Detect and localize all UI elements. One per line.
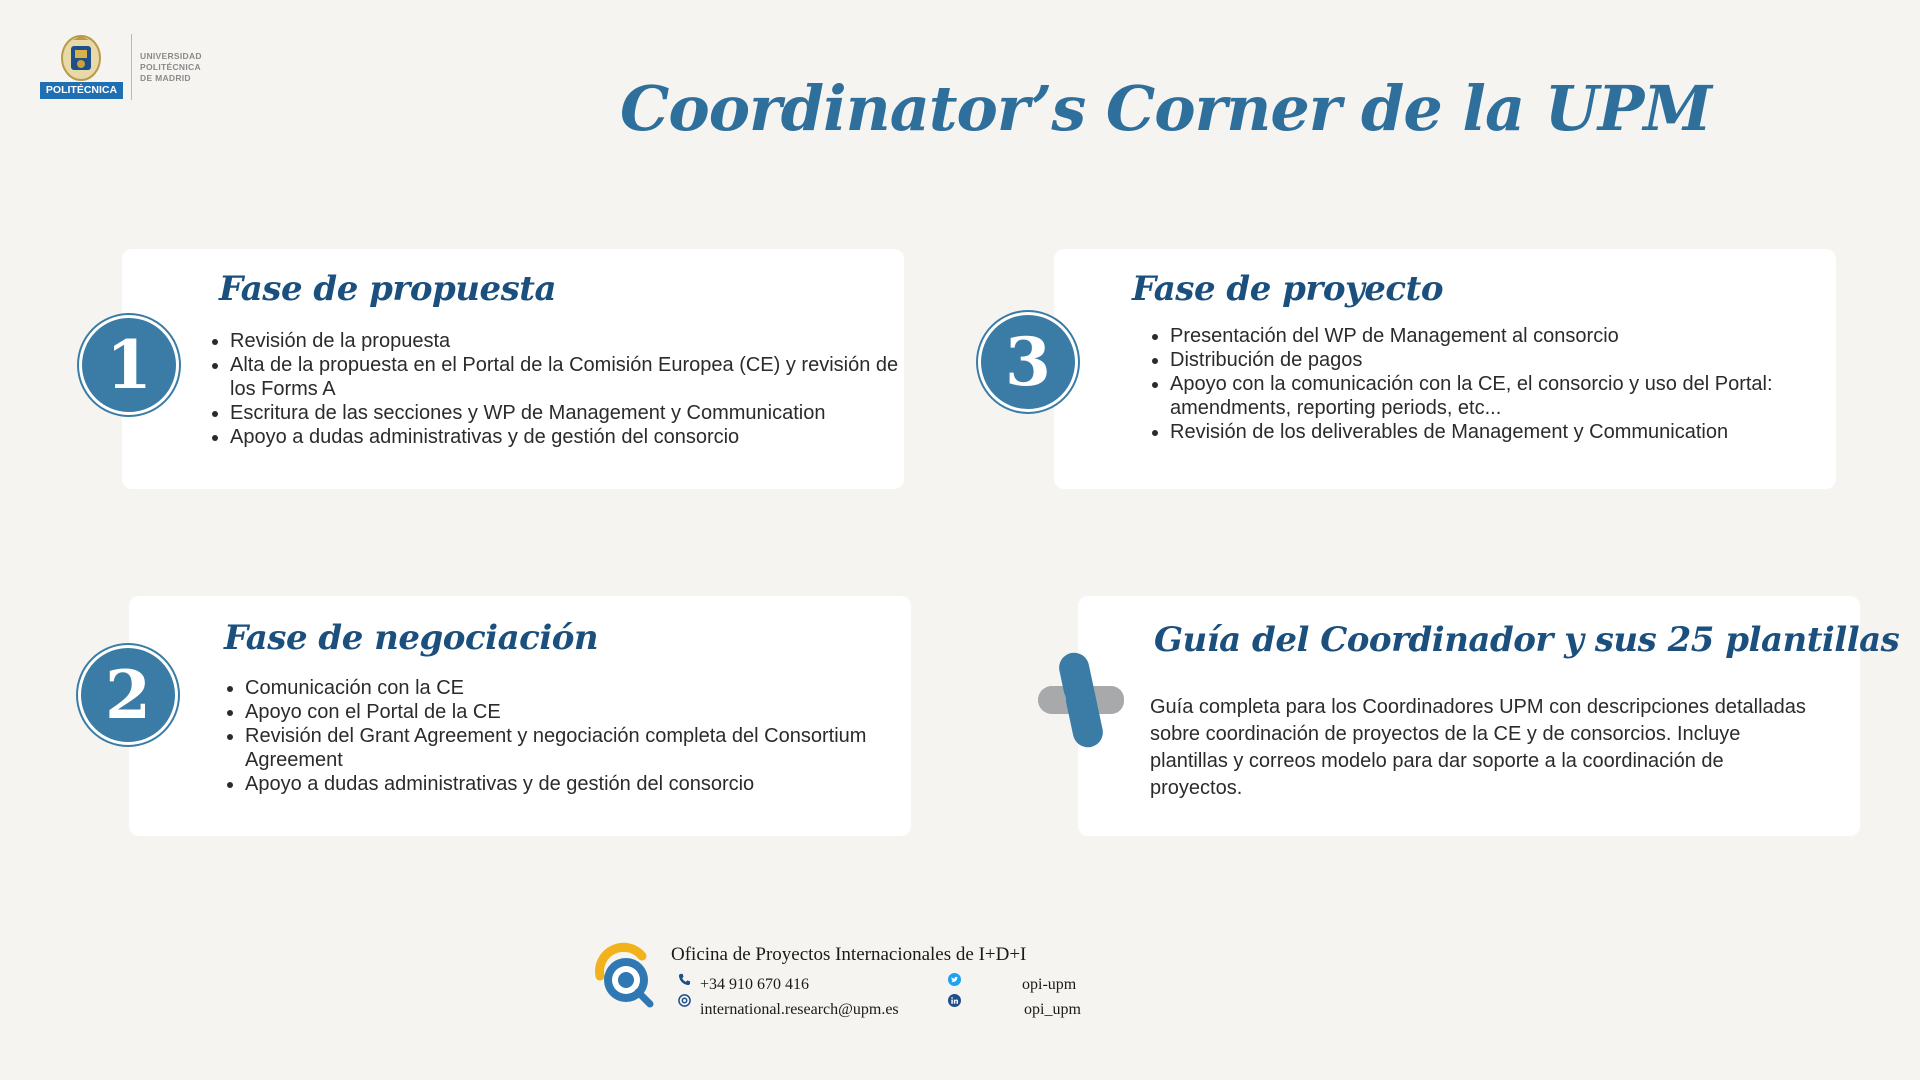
list-item: • Apoyo a dudas administrativas y de gestión del consorcio bbox=[245, 772, 925, 796]
card-bullet-list bbox=[223, 676, 925, 796]
guide-cross-icon bbox=[1035, 650, 1127, 750]
card-title: Fase de proyecto bbox=[1132, 269, 1443, 309]
logo-divider bbox=[131, 34, 132, 100]
list-item: • Alta de la propuesta en el Portal de la Comisión Europea (CE) y revisión de los Forms A bbox=[230, 353, 910, 401]
card-title: Fase de negociación bbox=[224, 618, 599, 658]
list-item: • Apoyo con la comunicación con la CE, el consorcio y uso del Portal: amendments, reporting periods, etc... bbox=[1170, 372, 1840, 420]
phone-icon bbox=[678, 973, 691, 986]
step-number: 2 bbox=[105, 656, 151, 734]
opi-logo-icon bbox=[590, 942, 658, 1010]
list-item: • Presentación del WP de Management al consorcio bbox=[1170, 324, 1840, 348]
page-title: Coordinator’s Corner de la UPM bbox=[620, 72, 1712, 145]
step-number-badge bbox=[78, 645, 178, 745]
university-name bbox=[140, 51, 202, 84]
step-number-badge bbox=[978, 312, 1078, 412]
card-fase-proyecto bbox=[1054, 249, 1836, 489]
card-title: Guía del Coordinador y sus 25 plantillas bbox=[1154, 620, 1900, 660]
university-name-line: POLITÉCNICA bbox=[140, 62, 201, 72]
card-fase-negociacion bbox=[129, 596, 911, 836]
twitter-icon bbox=[948, 973, 961, 986]
linkedin-icon bbox=[948, 994, 961, 1007]
step-number: 3 bbox=[1005, 323, 1051, 401]
card-guia-coordinador bbox=[1078, 596, 1900, 836]
contact-email[interactable]: international.research@upm.es bbox=[700, 1001, 899, 1018]
card-bullet-list bbox=[1148, 324, 1840, 444]
list-item: • Escritura de las secciones y WP de Management y Communication bbox=[230, 401, 910, 425]
email-icon bbox=[678, 994, 691, 1007]
university-name-line: DE MADRID bbox=[140, 73, 191, 83]
crest-icon bbox=[60, 34, 102, 84]
list-item: • Apoyo a dudas administrativas y de gestión del consorcio bbox=[230, 425, 910, 449]
twitter-handle[interactable]: opi-upm bbox=[1022, 976, 1077, 993]
linkedin-handle[interactable]: opi_upm bbox=[1024, 1001, 1081, 1018]
list-item: • Revisión del Grant Agreement y negociación completa del Consortium Agreement bbox=[245, 724, 925, 772]
card-fase-propuesta bbox=[122, 249, 904, 489]
contact-phone[interactable]: +34 910 670 416 bbox=[700, 976, 810, 993]
list-item: • Apoyo con el Portal de la CE bbox=[245, 700, 925, 724]
list-item: • Revisión de la propuesta bbox=[230, 329, 910, 353]
list-item: • Comunicación con la CE bbox=[245, 676, 925, 700]
office-name: Oficina de Proyectos Internacionales de I+D+I bbox=[671, 944, 1027, 965]
list-item: • Revisión de los deliverables de Management y Communication bbox=[1170, 420, 1840, 444]
politecnica-badge: POLITÉCNICA bbox=[40, 82, 123, 99]
card-bullet-list bbox=[208, 329, 910, 449]
card-description: Guía completa para los Coordinadores UPM con descripciones detalladas sobre coordinación de proyectos de la CE y de consorcios. Incluye plantillas y correos modelo para dar soporte a la coordinación de proyectos. bbox=[1150, 696, 1806, 799]
list-item: • Distribución de pagos bbox=[1170, 348, 1840, 372]
step-number: 1 bbox=[106, 326, 152, 404]
step-number-badge bbox=[79, 315, 179, 415]
university-logo bbox=[40, 34, 210, 102]
university-name-line: UNIVERSIDAD bbox=[140, 51, 202, 61]
card-title: Fase de propuesta bbox=[219, 269, 557, 309]
